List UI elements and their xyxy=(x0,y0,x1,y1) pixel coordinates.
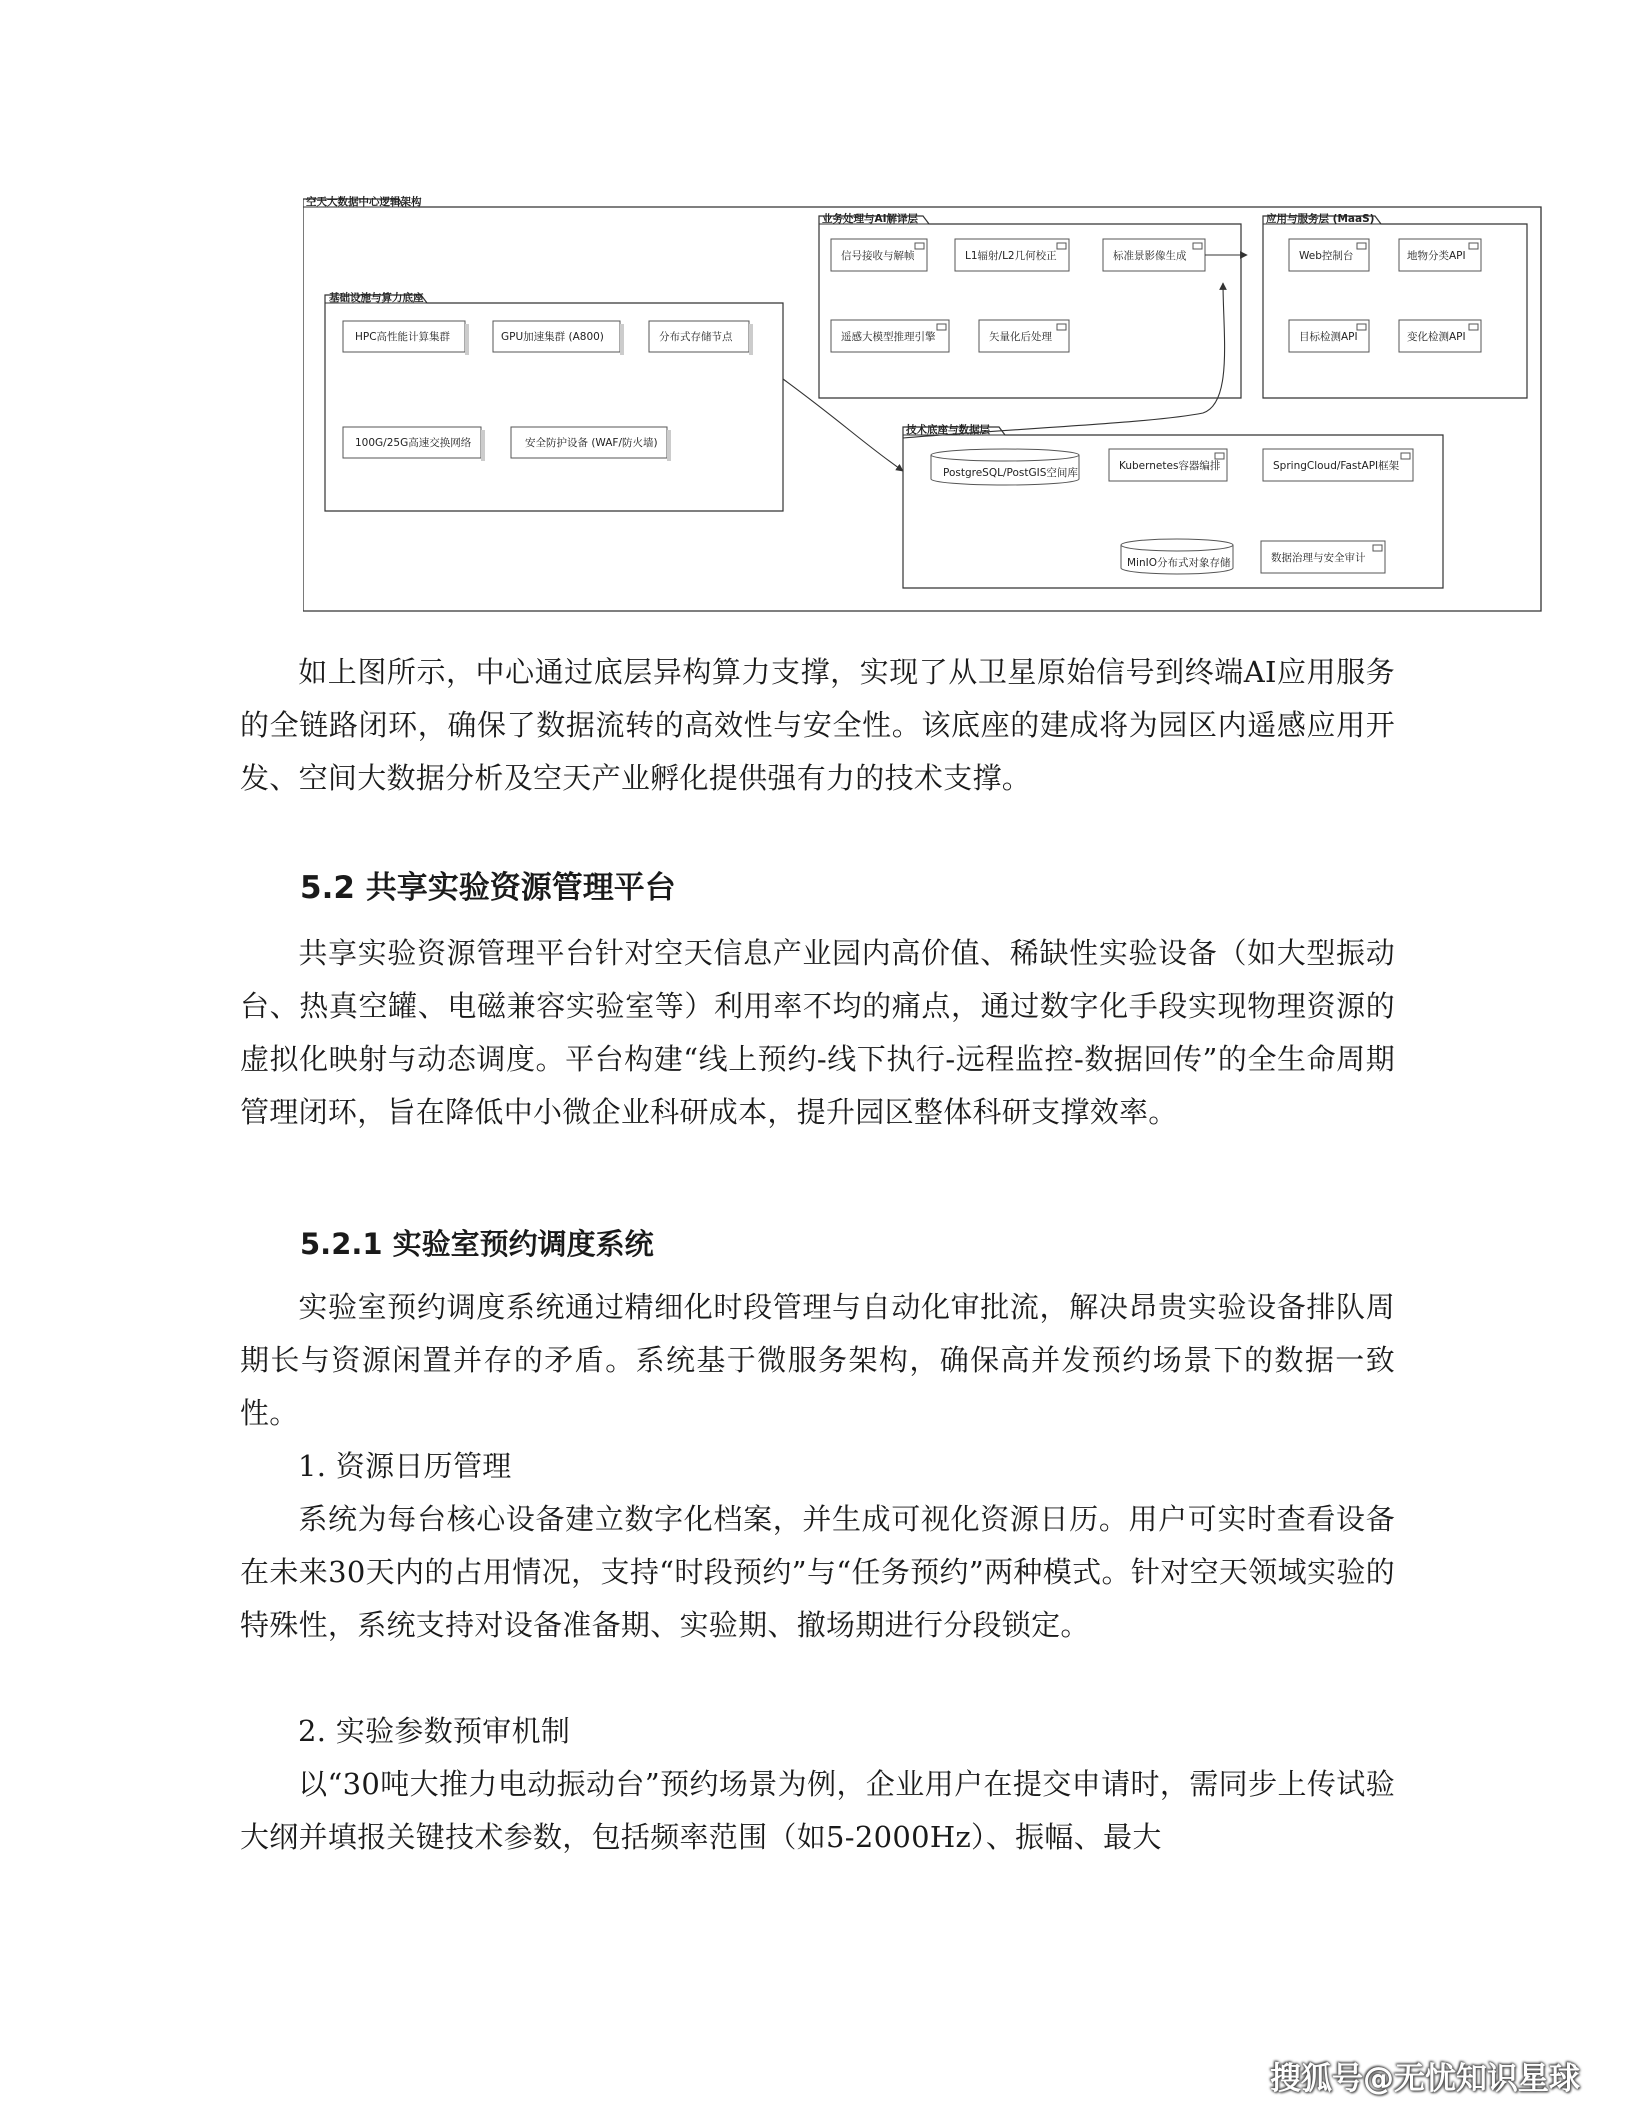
item2-text: 以“30吨大推力电动振动台”预约场景为例，企业用户在提交申请时，需同步上传试验大纲并填报关键技术参数，包括频率范围（如5-2000Hz）、振幅、最大 xyxy=(240,1767,1395,1854)
architecture-svg xyxy=(303,193,1544,614)
item2-paragraph xyxy=(240,1758,1395,1864)
watermark: 搜狐号@无忧知识星球 xyxy=(1270,2061,1580,2097)
business-node: 信号接收与解帧 xyxy=(841,250,915,262)
app-node: 变化检测API xyxy=(1407,331,1466,343)
subsection-text: 实验室预约调度系统通过精细化时段管理与自动化审批流，解决昂贵实验设备排队周期长与资源闲置并存的矛盾。系统基于微服务架构，确保高并发预约场景下的数据一致性。 xyxy=(240,1290,1395,1430)
intro-text: 如上图所示，中心通过底层异构算力支撑，实现了从卫星原始信号到终端AI应用服务的全链路闭环，确保了数据流转的高效性与安全性。该底座的建成将为园区内遥感应用开发、空间大数据分析及空天产业孵化提供强有力的技术支撑。 xyxy=(240,655,1395,795)
item1-title-text: 1. 资源日历管理 xyxy=(298,1449,512,1483)
section-title: 5.2 共享实验资源管理平台 xyxy=(300,870,676,906)
app-title: 应用与服务层 (MaaS) xyxy=(1266,213,1375,225)
app-package xyxy=(1263,212,1527,398)
app-node: 目标检测API xyxy=(1299,331,1358,343)
item1-paragraph xyxy=(240,1493,1395,1652)
business-node: 遥感大模型推理引擎 xyxy=(841,331,936,343)
business-title: 业务处理与AI解译层 xyxy=(822,213,919,225)
tech-node: MinIO分布式对象存储 xyxy=(1127,557,1231,569)
item2-title xyxy=(240,1705,1395,1758)
business-package xyxy=(819,212,1241,398)
business-node: 矢量化后处理 xyxy=(989,331,1052,343)
tech-node: SpringCloud/FastAPI框架 xyxy=(1273,460,1400,472)
tech-node: 数据治理与安全审计 xyxy=(1271,552,1366,564)
business-node: 标准景影像生成 xyxy=(1113,250,1187,262)
subsection-title: 5.2.1 实验室预约调度系统 xyxy=(300,1227,654,1261)
app-node: 地物分类API xyxy=(1407,250,1466,262)
tech-node: PostgreSQL/PostGIS空间库 xyxy=(943,467,1078,479)
subsection-paragraph xyxy=(240,1281,1395,1440)
infra-title: 基础设施与算力底座 xyxy=(329,292,424,304)
infra-node: GPU加速集群 (A800) xyxy=(501,331,604,343)
intro-paragraph xyxy=(240,646,1395,805)
section-text: 共享实验资源管理平台针对空天信息产业园内高价值、稀缺性实验设备（如大型振动台、热真空罐、电磁兼容实验室等）利用率不均的痛点，通过数字化手段实现物理资源的虚拟化映射与动态调度。平台构建“线上预约-线下执行-远程监控-数据回传”的全生命周期管理闭环，旨在降低中小微企业科研成本，提升园区整体科研支撑效率。 xyxy=(240,936,1395,1129)
business-node: L1辐射/L2几何校正 xyxy=(965,250,1057,262)
tech-package xyxy=(903,423,1443,588)
infra-node: HPC高性能计算集群 xyxy=(355,331,451,343)
architecture-diagram xyxy=(303,193,1544,614)
diagram-title: 空天大数据中心逻辑架构 xyxy=(306,196,422,208)
tech-node: Kubernetes容器编排 xyxy=(1119,460,1221,472)
infra-node: 100G/25G高速交换网络 xyxy=(355,437,472,449)
item2-title-text: 2. 实验参数预审机制 xyxy=(298,1714,571,1748)
app-node: Web控制台 xyxy=(1299,250,1354,262)
tech-title: 技术底座与数据层 xyxy=(906,424,990,436)
section-paragraph xyxy=(240,927,1395,1139)
infra-package xyxy=(325,291,783,511)
infra-node: 安全防护设备 (WAF/防火墙) xyxy=(525,437,658,449)
infra-node: 分布式存储节点 xyxy=(659,331,733,343)
item1-text: 系统为每台核心设备建立数字化档案，并生成可视化资源日历。用户可实时查看设备在未来30天内的占用情况，支持“时段预约”与“任务预约”两种模式。针对空天领域实验的特殊性，系统支持对设备准备期、实验期、撤场期进行分段锁定。 xyxy=(240,1502,1395,1642)
item1-title xyxy=(240,1440,1395,1493)
